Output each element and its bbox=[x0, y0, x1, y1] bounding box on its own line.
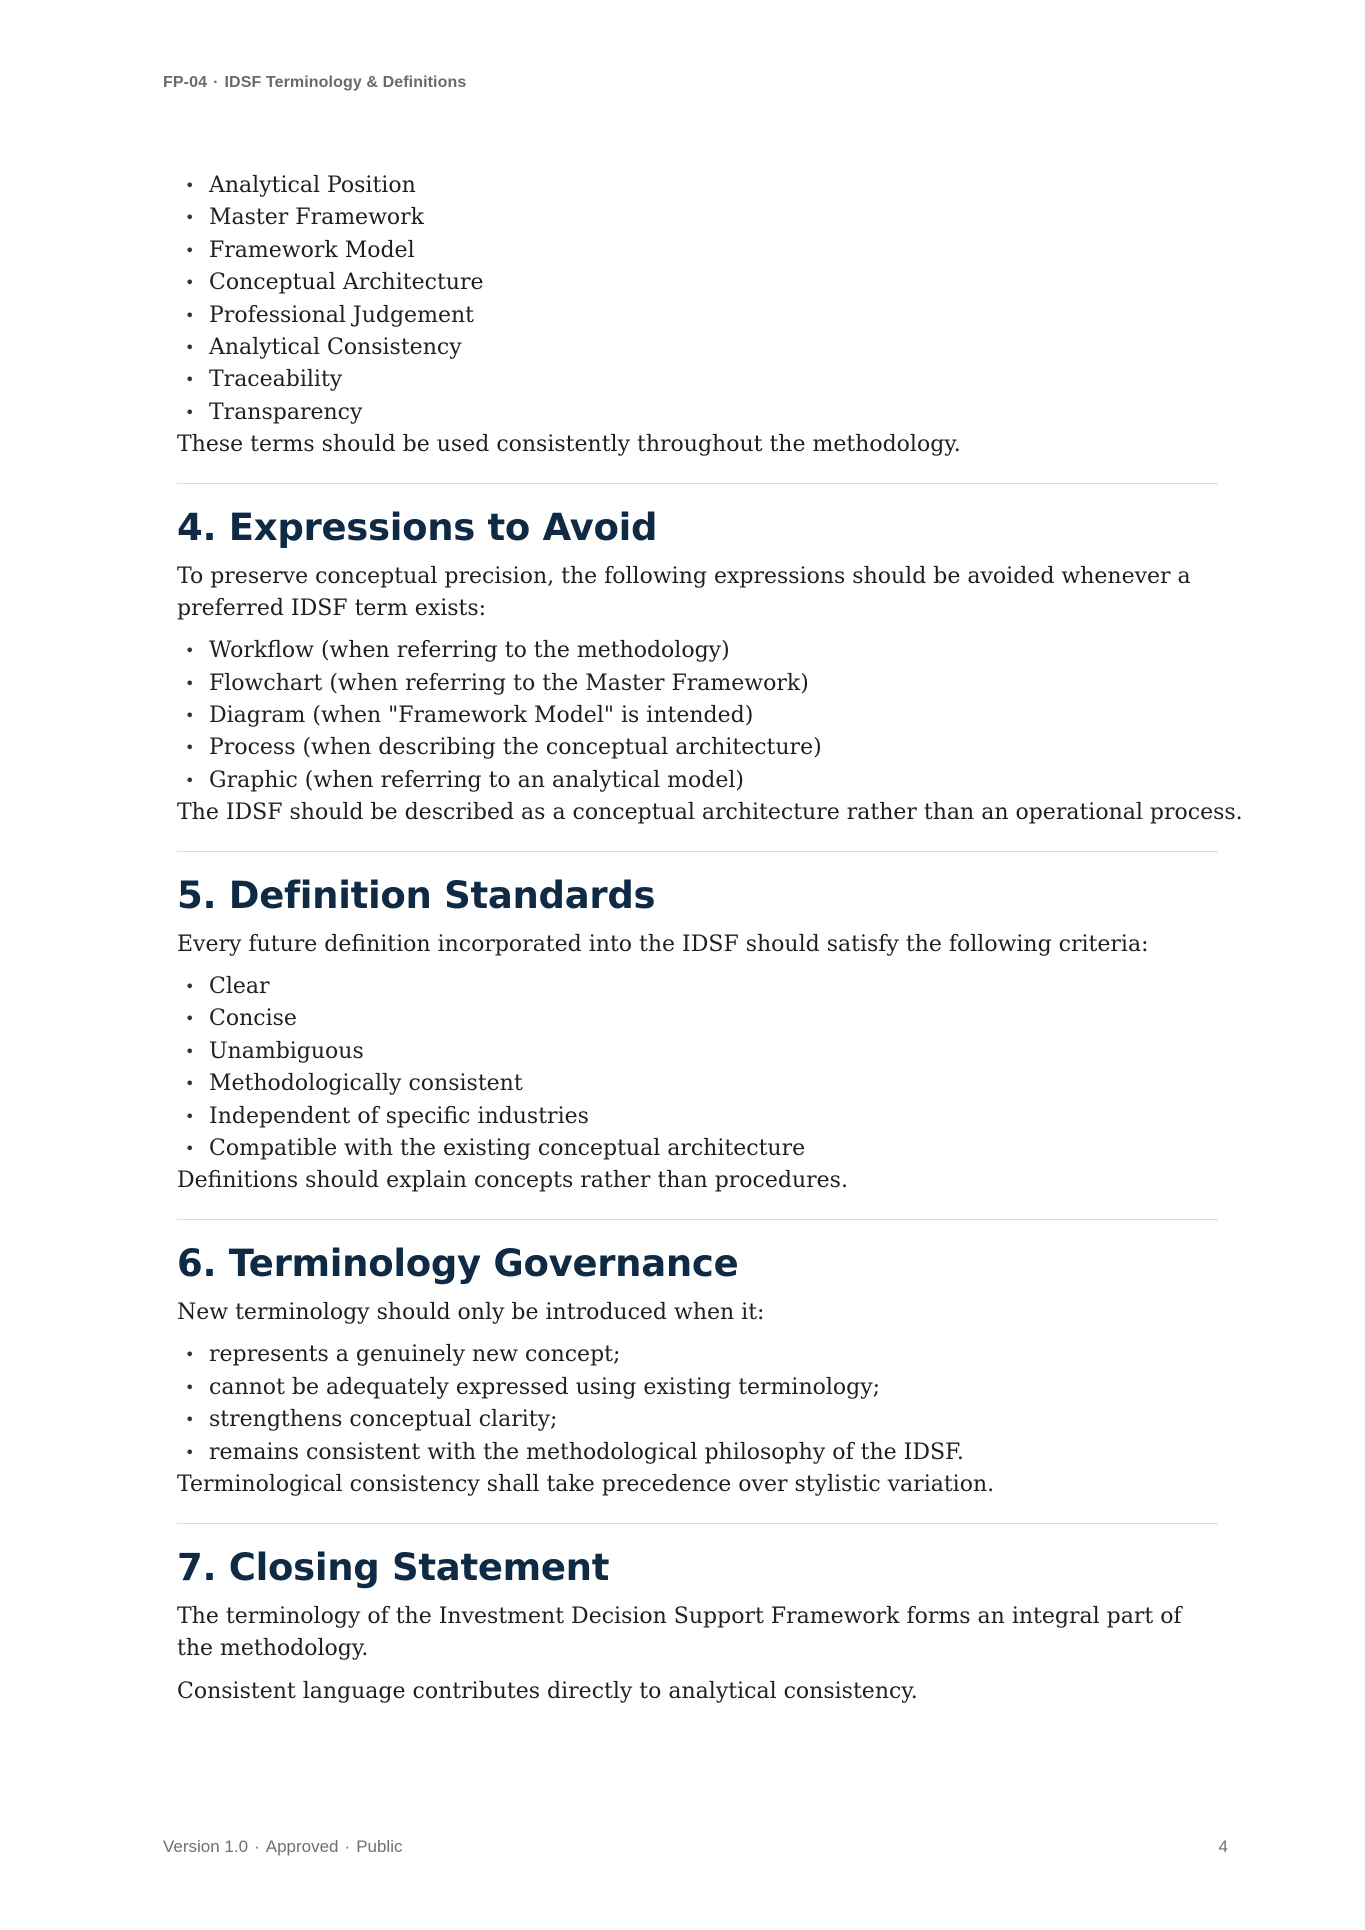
section-intro: Every future definition incorporated into the IDSF should satisfy the following criteria: bbox=[177, 932, 1149, 958]
section-closing: Definitions should explain concepts rather than procedures. bbox=[177, 1168, 848, 1194]
document-code: FP-04 bbox=[163, 74, 208, 91]
section-heading: 7. Closing Statement bbox=[177, 1545, 610, 1589]
section-intro: To preserve conceptual precision, the following expressions should be avoided whenever a preferred IDSF term exists: bbox=[177, 564, 1191, 622]
page-content bbox=[177, 170, 1243, 1708]
list-item: • Flowchart (when referring to the Master Framework) bbox=[177, 668, 1218, 700]
section-intro: New terminology should only be introduced when it: bbox=[177, 1300, 765, 1326]
section-divider bbox=[177, 483, 1218, 484]
list-item: • Graphic (when referring to an analytical model) bbox=[177, 765, 1218, 797]
criteria-list bbox=[177, 971, 1218, 1165]
section-terminology-governance bbox=[177, 1240, 1218, 1501]
list-item: • Methodologically consistent bbox=[177, 1068, 1218, 1100]
list-item: • Framework Model bbox=[177, 235, 1218, 267]
section-closing: Terminological consistency shall take precedence over stylistic variation. bbox=[177, 1471, 995, 1497]
list-item: • Independent of specific industries bbox=[177, 1101, 1218, 1133]
status-label: Approved bbox=[265, 1837, 339, 1856]
list-item: • Unambiguous bbox=[177, 1036, 1218, 1068]
footer-separator: · bbox=[344, 1837, 351, 1856]
section-heading: 5. Definition Standards bbox=[177, 874, 656, 918]
section-definition-standards bbox=[177, 872, 1218, 1197]
running-footer bbox=[163, 1837, 403, 1857]
list-item: • Conceptual Architecture bbox=[177, 267, 1218, 299]
list-item: • Workflow (when referring to the methodology) bbox=[177, 635, 1218, 667]
header-separator: · bbox=[213, 74, 219, 91]
list-item: • Traceability bbox=[177, 364, 1218, 396]
section-closing-statement bbox=[177, 1544, 1218, 1708]
governance-list bbox=[177, 1339, 1218, 1469]
paragraph: Consistent language contributes directly to analytical consistency. bbox=[177, 1678, 918, 1704]
expressions-list bbox=[177, 635, 1218, 797]
section-closing: The IDSF should be described as a conceptual architecture rather than an operational process. bbox=[177, 800, 1243, 826]
preferred-terms-list bbox=[177, 170, 1218, 429]
list-item: • remains consistent with the methodological philosophy of the IDSF. bbox=[177, 1437, 1218, 1469]
list-item: • represents a genuinely new concept; bbox=[177, 1339, 1218, 1371]
list-item: • Master Framework bbox=[177, 202, 1218, 234]
section-expressions-to-avoid bbox=[177, 504, 1243, 829]
section-heading: 6. Terminology Governance bbox=[177, 1242, 739, 1286]
running-header bbox=[163, 74, 466, 92]
page-number: 4 bbox=[1218, 1837, 1228, 1856]
preferred-terms-closing: These terms should be used consistently throughout the methodology. bbox=[177, 432, 961, 458]
list-item: • cannot be adequately expressed using existing terminology; bbox=[177, 1372, 1218, 1404]
section-divider bbox=[177, 1219, 1218, 1220]
list-item: • Professional Judgement bbox=[177, 300, 1218, 332]
section-divider bbox=[177, 851, 1218, 852]
list-item: • strengthens conceptual clarity; bbox=[177, 1404, 1218, 1436]
footer-separator: · bbox=[254, 1837, 260, 1856]
list-item: • Compatible with the existing conceptual architecture bbox=[177, 1133, 1218, 1165]
classification-label: Public bbox=[356, 1837, 403, 1856]
list-item: • Analytical Consistency bbox=[177, 332, 1218, 364]
list-item: • Diagram (when "Framework Model" is intended) bbox=[177, 700, 1218, 732]
list-item: • Process (when describing the conceptual architecture) bbox=[177, 732, 1218, 764]
list-item: • Concise bbox=[177, 1003, 1218, 1035]
document-title: IDSF Terminology & Definitions bbox=[224, 74, 467, 91]
list-item: • Transparency bbox=[177, 397, 1218, 429]
version-label: Version 1.0 bbox=[163, 1837, 249, 1856]
section-divider bbox=[177, 1523, 1218, 1524]
list-item: • Analytical Position bbox=[177, 170, 1218, 202]
list-item: • Clear bbox=[177, 971, 1218, 1003]
section-heading: 4. Expressions to Avoid bbox=[177, 506, 658, 550]
paragraph: The terminology of the Investment Decision Support Framework forms an integral part of the methodology. bbox=[177, 1603, 1182, 1661]
